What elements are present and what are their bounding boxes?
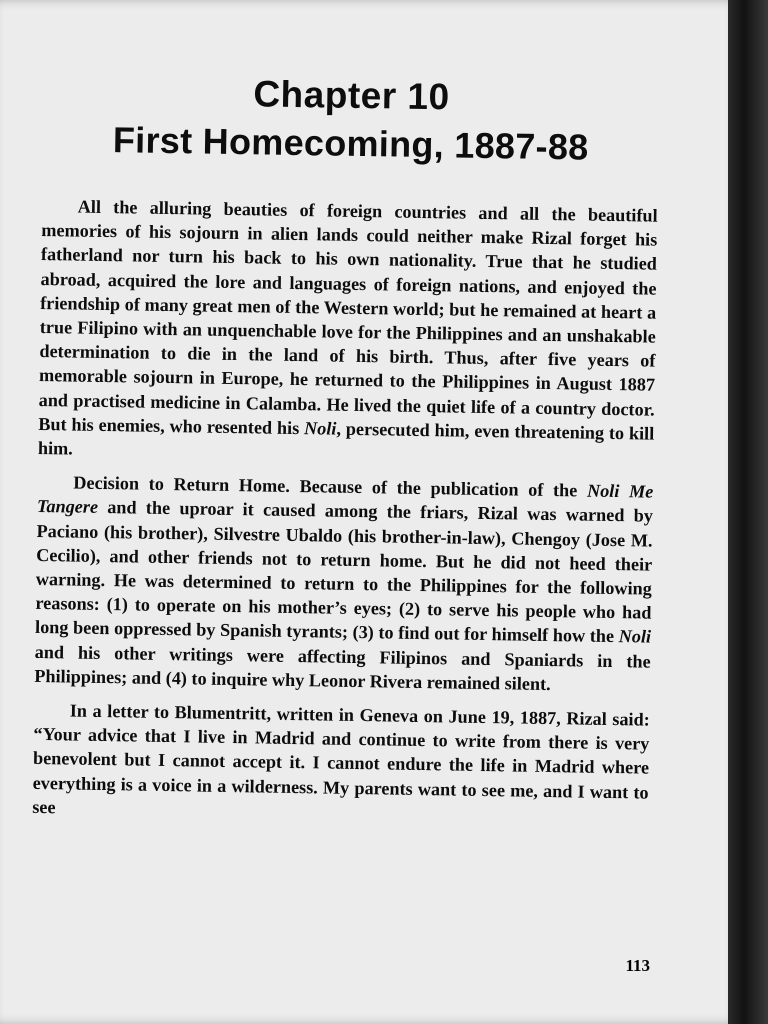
section-heading: Decision to Return Home. (73, 472, 291, 497)
noli-italic: Noli (618, 626, 652, 648)
chapter-title: First Homecoming, 1887-88 (112, 119, 589, 168)
paragraph-decision-a: Because of the publication of the (289, 476, 588, 501)
paragraph-decision-b: and the uproar it caused among the friars, Rizal was warned by Paciano (his brother), Silvestre Ubaldo (his brother-in-law), Chengoy (Jose M. Cecilio), and other friends not to return home. But he did not heed their warning. He was determined to return to the Philippines for the following reasons: (1) to operate on his mother’s eyes; (2) to serve his people who had long been oppressed by Spanish tyrants; (3) to find out for himself how the (34, 497, 654, 647)
chapter-number: Chapter 10 (253, 73, 450, 118)
paragraph-intro-text: All the alluring beauties of foreign countries and all the beautiful memories of his sojourn in alien lands could neither make Rizal forget his fatherland nor turn his back to his own nationality. True that he studied abroad, acquired the lore and languages of foreign nations, and enjoyed the friendship of many great men of the Western world; but he remained at heart a true Filipino with an unquenchable love for the Philippines and an unshakable determination to die in the land of his birth. Thus, after five years of memorable sojourn in Europe, he returned to the Philippines in August 1887 and practised medicine in Calamba. He lived the quiet life of a country doctor. But his enemies, who resented his (38, 196, 658, 438)
page-number: 113 (625, 956, 650, 975)
paragraph-decision-c: and his other writings were affecting Filipinos and Spaniards in the Philippines; and (4) to inquire why Leonor Rivera remained silent. (34, 641, 651, 694)
paragraph-decision (34, 470, 653, 697)
page-content (32, 62, 660, 839)
paragraph-letter: In a letter to Blumentritt, written in Geneva on June 19, 1887, Rizal said: “Your advice that I live in Madrid and continue to write from there is very benevolent but I cannot accept it. I cannot endure the life in Madrid where everything is a voice in a wilderness. My parents want to see me, and I want to see (32, 700, 650, 818)
noli-title-italic: Noli (303, 417, 337, 439)
book-binding-edge (728, 0, 768, 1024)
noli-me-tangere-italic: Noli Me Tangere (36, 480, 654, 518)
paragraph-intro (38, 194, 658, 470)
paragraph-intro-end: , persecuted him, even threatening to kill him. (37, 418, 655, 459)
